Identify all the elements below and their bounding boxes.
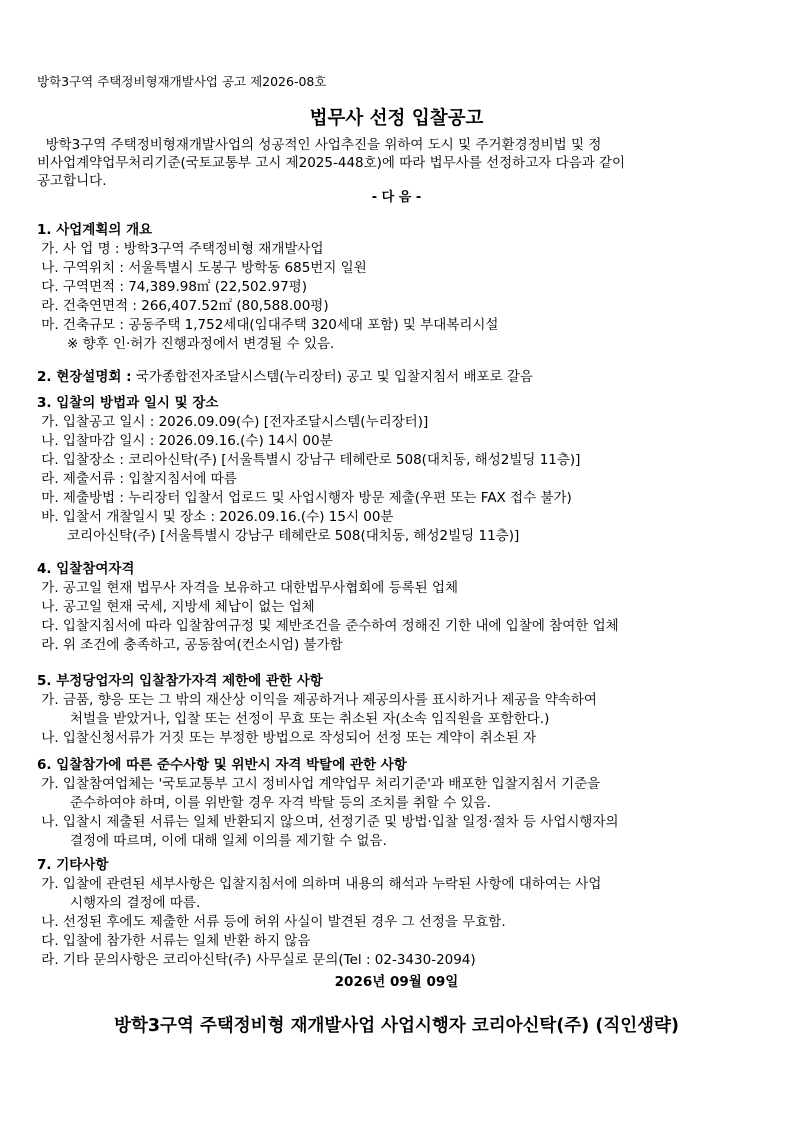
intro-line: 방학3구역 주택정비형재개발사업의 성공적인 사업추진을 위하여 도시 및 주거환경정비법 및 정 [37, 137, 602, 153]
note-line: ※ 향후 인·허가 진행과정에서 변경될 수 있음. [67, 336, 335, 352]
section-heading: 7. 기타사항 [37, 857, 109, 873]
dahum-label: - 다 음 - [371, 190, 422, 205]
section-heading: 2. 현장설명회 : [37, 369, 132, 385]
list-item: 나. 입찰시 제출된 서류는 일체 반환되지 않으며, 선정기준 및 방법·입찰 일정·절차 등 사업시행자의 [37, 814, 619, 830]
section-bid-method [37, 394, 767, 546]
section-disqualification [37, 672, 767, 748]
list-item-continued: 준수하여야 하며, 이를 위반할 경우 자격 박탈 등의 조치를 취할 수 있음. [70, 795, 491, 811]
list-item: 라. 건축연면적 : 266,407.52㎡ (80,588.00평) [37, 298, 329, 314]
list-item: 라. 위 조건에 충족하고, 공동참여(컨소시엄) 불가함 [37, 637, 343, 653]
section-text: 국가종합전자조달시스템(누리장터) 공고 및 입찰지침서 배포로 갈음 [131, 369, 533, 385]
list-item: 가. 입찰공고 일시 : 2026.09.09(수) [전자조달시스템(누리장터)] [37, 414, 429, 430]
section-heading: 5. 부정당업자의 입찰참가자격 제한에 관한 사항 [37, 673, 323, 689]
list-item: 바. 입찰서 개찰일시 및 장소 : 2026.09.16.(수) 15시 00분 [37, 509, 394, 525]
list-item: 다. 입찰에 참가한 서류는 일체 반환 하지 않음 [37, 933, 311, 949]
notice-date: 2026년 09월 09일 [334, 974, 459, 990]
list-item: 라. 기타 문의사항은 코리아신탁(주) 사무실로 문의(Tel : 02-3430-2094) [37, 952, 476, 968]
list-item: 마. 건축규모 : 공동주택 1,752세대(임대주택 320세대 포함) 및 부대복리시설 [37, 317, 499, 333]
list-item: 다. 구역면적 : 74,389.98㎡ (22,502.97평) [37, 279, 307, 295]
intro-line: 공고합니다. [37, 173, 107, 189]
list-item: 나. 입찰마감 일시 : 2026.09.16.(수) 14시 00분 [37, 433, 333, 449]
section-other [37, 856, 767, 970]
intro-line: 비사업계약업무처리기준(국토교통부 고시 제2025-448호)에 따라 법무사를 선정하고자 다음과 같이 [37, 155, 626, 171]
list-item: 가. 금품, 향응 또는 그 밖의 재산상 이익을 제공하거나 제공의사를 표시하거나 제공을 약속하여 [37, 692, 597, 708]
list-item: 라. 제출서류 : 입찰지침서에 따름 [37, 471, 237, 487]
list-item: 다. 입찰장소 : 코리아신탁(주) [서울특별시 강남구 테헤란로 508(대치동, 해성2빌딩 11층)] [37, 452, 581, 468]
intro-paragraph [37, 136, 757, 190]
section-project-overview [37, 221, 767, 354]
list-item-continued: 처벌을 받았거나, 입찰 또는 선정이 무효 또는 취소된 자(소속 임직원을 포함한다.) [70, 711, 550, 727]
list-item: 나. 공고일 현재 국세, 지방세 체납이 없는 업체 [37, 599, 315, 615]
list-item-continued: 시행자의 결정에 따름. [70, 895, 201, 911]
section-site-briefing [37, 368, 767, 387]
issuer-signature: 방학3구역 주택정비형 재개발사업 사업시행자 코리아신탁(주) (직인생략) [114, 1016, 679, 1036]
list-item: 나. 구역위치 : 서울특별시 도봉구 방학동 685번지 일원 [37, 260, 367, 276]
list-item-continued: 결정에 따르며, 이에 대해 일체 이의를 제기할 수 없음. [70, 833, 387, 849]
section-heading: 3. 입찰의 방법과 일시 및 장소 [37, 395, 219, 411]
section-heading: 6. 입찰참가에 따른 준수사항 및 위반시 자격 박탈에 관한 사항 [37, 757, 407, 773]
list-item: 나. 입찰신청서류가 거짓 또는 부정한 방법으로 작성되어 선정 또는 계약이 취소된 자 [37, 730, 537, 746]
notice-number: 방학3구역 주택정비형재개발사업 공고 제2026-08호 [37, 74, 327, 89]
list-item: 가. 입찰에 관련된 세부사항은 입찰지침서에 의하며 내용의 해석과 누락된 사항에 대하여는 사업 [37, 876, 602, 892]
section-heading: 4. 입찰참여자격 [37, 561, 135, 577]
list-item: 나. 선정된 후에도 제출한 서류 등에 허위 사실이 발견된 경우 그 선정을 무효함. [37, 914, 506, 930]
list-item: 가. 입찰참여업체는 '국토교통부 고시 정비사업 계약업무 처리기준'과 배포한 입찰지침서 기준을 [37, 776, 601, 792]
section-compliance [37, 756, 767, 851]
list-item: 가. 사 업 명 : 방학3구역 주택정비형 재개발사업 [37, 241, 324, 257]
list-item: 다. 입찰지침서에 따라 입찰참여규정 및 제반조건을 준수하여 정해진 기한 내에 입찰에 참여한 업체 [37, 618, 619, 634]
section-eligibility [37, 560, 767, 655]
section-heading: 1. 사업계획의 개요 [37, 222, 153, 238]
list-item-continued: 코리아신탁(주) [서울특별시 강남구 테헤란로 508(대치동, 해성2빌딩 11층)] [67, 528, 520, 544]
page-title: 법무사 선정 입찰공고 [309, 108, 484, 129]
list-item: 가. 공고일 현재 법무사 자격을 보유하고 대한법무사협회에 등록된 업체 [37, 580, 459, 596]
list-item: 마. 제출방법 : 누리장터 입찰서 업로드 및 사업시행자 방문 제출(우편 또는 FAX 접수 불가) [37, 490, 572, 506]
